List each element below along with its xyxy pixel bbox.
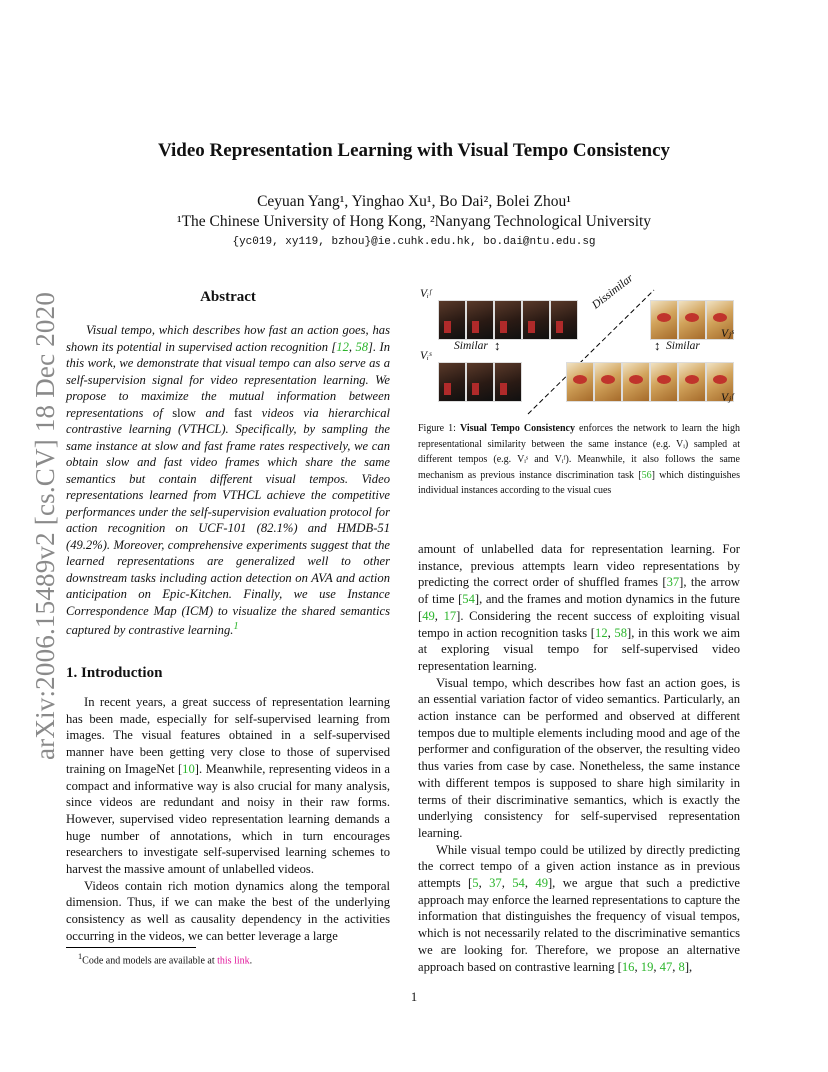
video-frame <box>622 362 650 402</box>
author-emails: {yc019, xy119, bzhou}@ie.cuhk.edu.hk, bo.dai@ntu.edu.sg <box>232 236 596 248</box>
citation-link[interactable]: 56 <box>641 469 652 481</box>
citation-link[interactable]: 12 <box>595 625 608 640</box>
citation-link[interactable]: 49 <box>422 608 435 623</box>
paragraph: amount of unlabelled data for representation learning. For instance, previous attempts learn video representations by predicting the correct order of shuffled frames [37], the arrow of time [54], and the frames and motion dynamics in the future [49, 17]. Considering the recent success of exploiting visual tempo in action recognition tasks [12, 58], in this work we aim at exploring visual tempo for self-supervised video representation learning. <box>418 542 741 673</box>
introduction-left-column <box>66 694 390 945</box>
citation-link[interactable]: 47 <box>659 959 673 974</box>
footnote-divider <box>66 947 196 948</box>
paragraph: Videos contain rich motion dynamics along the temporal dimension. Thus, if we can make the best of the underlying consistency as well as causality dependency in the activities occurring in the videos, we can better leverage a large <box>66 878 390 943</box>
introduction-right-column <box>418 541 740 975</box>
section-heading-introduction: 1. Introduction <box>66 665 163 681</box>
citation-link[interactable]: 58 <box>355 339 369 354</box>
paper-title: Video Representation Learning with Visual Tempo Consistency <box>158 140 670 161</box>
citation-link[interactable]: 17 <box>443 608 457 623</box>
citation-link[interactable]: 19 <box>640 959 654 974</box>
citation-link[interactable]: 16 <box>621 959 635 974</box>
arxiv-sidebar-stamp <box>18 240 58 760</box>
author-list: Ceyuan Yang¹, Yinghao Xu¹, Bo Dai², Bolei Zhou¹ <box>257 193 571 210</box>
page-number: 1 <box>410 990 418 1004</box>
label-dissimilar: Dissimilar <box>590 272 636 312</box>
video-frame <box>566 362 594 402</box>
label-vj-slow: Vⱼˢ <box>721 328 734 340</box>
citation-link[interactable]: 37 <box>666 575 680 590</box>
paragraph: While visual tempo could be utilized by directly predicting the correct tempo of a given action instance as in previous attempts [5, 37, 54, 49], we argue that such a predictive approach may enforce the learned representations to capture the information that distinguishes the frequency of visual tempos, which is not necessarily related to the discriminative semantics we are looking for. Therefore, we propose an alternative approach based on contrastive learning [16, 19, 47, 8], <box>418 842 741 974</box>
citation-link[interactable]: 8 <box>678 959 685 974</box>
citation-link[interactable]: 10 <box>182 761 195 776</box>
video-frame <box>650 362 678 402</box>
double-arrow-icon: ↕ <box>494 338 501 353</box>
abstract-body: Visual tempo, which describes how fast an action goes, has shown its potential in supervised action recognition [12, 58]. In this work, we demonstrate that visual tempo can also serve as a self-supervision signal for video representation learning. We propose to maximize the mutual information between representations of slow and fast videos via hierarchical contrastive learning (VTHCL). Specifically, by sampling the same instance at slow and fast frame rates respectively, we can obtain slow and fast video frames which share the same semantics but contain different visual tempos. Video representations learned from VTHCL achieve the competitive performances under the self-supervision evaluation protocol for action recognition on UCF-101 (82.1%) and HMDB-51 (49.2%). Moreover, comprehensive experiments suggest that the learned representations are generalized well to other downstream tasks including action detection on AVA and action anticipation on Epic-Kitchen. Finally, we use Instance Correspondence Map (ICM) to visualize the shared semantics captured by contrastive learning.$^1$ <box>66 323 390 638</box>
label-vj-fast: Vⱼᶠ <box>721 392 734 404</box>
figure-visual-tempo <box>418 272 740 416</box>
abstract-heading: Abstract <box>200 289 256 305</box>
paragraph: In recent years, a great success of representation learning has been made, especially for self-supervised learning from images. The visual features obtained in a self-supervised manner have been getting very close to those of supervised training on ImageNet [10]. Meanwhile, representing videos in a compact and informative way is also crucial for many analysis, since videos are redundant and noisy in their raw forms. However, supervised video representation learning demands a huge number of annotations, which in turn encourages researchers to investigate self-supervised learning schemes to harvest the massive amount of unlabelled videos. <box>66 695 390 877</box>
label-similar-right: Similar <box>666 340 700 352</box>
affiliations: ¹The Chinese University of Hong Kong, ²Nanyang Technological University <box>176 213 652 230</box>
citation-link[interactable]: 49 <box>535 876 548 891</box>
footnote-marker[interactable]: 1 <box>233 621 239 632</box>
citation-link[interactable]: 12 <box>336 339 349 354</box>
label-similar-left: Similar <box>454 340 488 352</box>
label-vi-slow: Vᵢˢ <box>420 350 432 362</box>
video-frame <box>594 362 622 402</box>
code-link[interactable]: this link <box>217 955 250 967</box>
footnote: $^1$Code and models are available at this link. <box>78 952 253 967</box>
citation-link[interactable]: 54 <box>462 592 475 607</box>
citation-link[interactable]: 58 <box>614 625 627 640</box>
double-arrow-icon: ↕ <box>654 338 661 353</box>
paragraph: Visual tempo, which describes how fast an action goes, is an essential variation factor of video semantics. Particularly, an action instance can be performed and observed at different tempos due to multiple elements including mood and age of the performer and configuration of the observer, the resulting video thus varies from case by case. Nonetheless, the same instance with different tempos is supposed to share high similarity in terms of their discriminative semantics, which is exactly the underlying consistency for self-supervised representation learning. <box>418 675 740 840</box>
figure-caption: Figure 1: Visual Tempo Consistency enforces the network to learn the high representational similarity between the same instance (e.g. Vᵢ) sampled at different tempos (e.g. Vᵢˢ and Vᵢᶠ). Meanwhile, it also follows the same mechanism as previous instance discrimination task [56] which distinguishes individual instances according to the visual cues <box>418 423 741 496</box>
video-frame <box>678 300 706 340</box>
citation-link[interactable]: 5 <box>472 876 479 891</box>
video-frame <box>650 300 678 340</box>
citation-link[interactable]: 37 <box>489 876 502 891</box>
arxiv-id: arXiv:2006.15489v2 [cs.CV] 18 Dec 2020 <box>30 291 60 760</box>
citation-link[interactable]: 54 <box>512 876 525 891</box>
label-vi-fast: Vᵢᶠ <box>420 288 431 300</box>
video-frame <box>678 362 706 402</box>
